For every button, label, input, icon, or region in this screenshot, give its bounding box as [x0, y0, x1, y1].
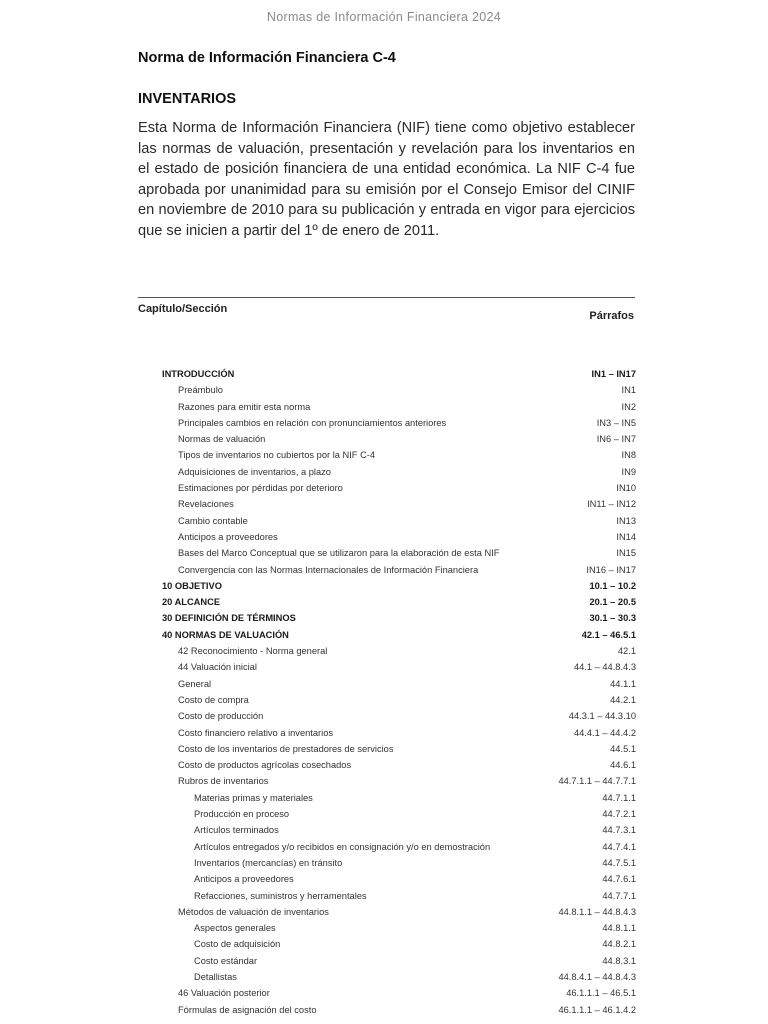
- toc-entry-label: Adquisiciones de inventarios, a plazo: [178, 466, 331, 477]
- toc-entry: [162, 659, 636, 675]
- toc-entry-paragraphs: IN16 – IN17: [586, 564, 636, 575]
- toc-header-chapter: Capítulo/Sección: [138, 303, 228, 315]
- toc-entry: [162, 920, 636, 936]
- toc-entry-label: Estimaciones por pérdidas por deterioro: [178, 483, 343, 494]
- toc-entry-paragraphs: 44.7.7.1: [602, 890, 636, 901]
- toc-entry: [162, 725, 636, 741]
- toc-entry: [162, 1002, 636, 1018]
- toc-entry-label: Artículos entregados y/o recibidos en consignación y/o en demostración: [194, 841, 491, 852]
- toc-entry-paragraphs: IN11 – IN12: [587, 499, 636, 510]
- toc-entry: [162, 708, 636, 724]
- toc-entry-label: Refacciones, suministros y herramentales: [194, 890, 367, 901]
- toc-entry-paragraphs: IN8: [621, 450, 636, 461]
- toc-entry-label: Costo financiero relativo a inventarios: [178, 727, 334, 738]
- toc-entry: [162, 529, 636, 545]
- toc-entry-paragraphs: 44.7.2.1: [602, 809, 636, 820]
- toc-entry: [162, 496, 636, 512]
- toc-entry: [162, 513, 636, 529]
- toc-entry-paragraphs: 46.1.1.1 – 46.5.1: [566, 988, 636, 999]
- toc-entry-label: Anticipos a proveedores: [178, 531, 278, 542]
- toc-entry-label: Rubros de inventarios: [178, 776, 269, 787]
- toc-entry-paragraphs: 44.4.1 – 44.4.2: [573, 727, 636, 738]
- toc-entry-paragraphs: 44.8.3.1: [602, 955, 636, 966]
- toc-entry-label: General: [178, 678, 212, 689]
- toc-entry-label: Revelaciones: [178, 499, 234, 510]
- toc-entry: [162, 822, 636, 838]
- toc-entry-paragraphs: 44.3.1 – 44.3.10: [568, 711, 636, 722]
- toc-entry: [162, 366, 636, 382]
- toc-entry-paragraphs: 44.8.2.1: [602, 939, 636, 950]
- toc-entry-label: Costo de productos agrícolas cosechados: [178, 760, 352, 771]
- toc-entry-paragraphs: IN3 – IN5: [596, 417, 636, 428]
- toc-entry: [162, 985, 636, 1001]
- toc-entry-paragraphs: 44.1.1: [610, 678, 636, 689]
- section-heading: INVENTARIOS: [138, 91, 237, 107]
- toc-divider: [138, 297, 635, 298]
- toc-entry-label: Detallistas: [194, 971, 237, 982]
- toc-entry-paragraphs: 44.8.4.1 – 44.8.4.3: [558, 971, 636, 982]
- toc-entry-label: Aspectos generales: [194, 923, 276, 934]
- toc-entry-label: Inventarios (mercancías) en tránsito: [194, 857, 343, 868]
- toc-entry-paragraphs: 42.1 – 46.5.1: [581, 629, 636, 640]
- toc-entry: [162, 969, 636, 985]
- toc-entry: [162, 415, 636, 431]
- toc-entry-label: Preámbulo: [178, 385, 223, 396]
- toc-entry-paragraphs: 42.1: [617, 646, 636, 657]
- toc-entry: [162, 562, 636, 578]
- toc-entry-label: Costo de los inventarios de prestadores de servicios: [178, 743, 394, 754]
- toc-entry-paragraphs: 44.6.1: [610, 760, 636, 771]
- toc-entry-paragraphs: IN6 – IN7: [596, 434, 636, 445]
- toc-entry-label: Artículos terminados: [194, 825, 279, 836]
- toc-entry-paragraphs: 10.1 – 10.2: [589, 580, 636, 591]
- toc-entry-label: Costo estándar: [194, 955, 258, 966]
- toc-entry-label: 40 NORMAS DE VALUACIÓN: [162, 629, 289, 640]
- toc-entry-label: Producción en proceso: [194, 809, 290, 820]
- toc-entry: [162, 741, 636, 757]
- toc-entry-paragraphs: IN1 – IN17: [591, 369, 636, 379]
- toc-entry-paragraphs: IN14: [616, 531, 636, 542]
- toc-entry-label: Anticipos a proveedores: [194, 874, 294, 885]
- toc-entry: [162, 464, 636, 480]
- toc-entry-label: 42 Reconocimiento - Norma general: [178, 646, 328, 657]
- toc-entry-label: 46 Valuación posterior: [178, 988, 270, 999]
- toc-entry: [162, 888, 636, 904]
- toc-entry: [162, 431, 636, 447]
- toc-entry-label: 10 OBJETIVO: [162, 580, 222, 591]
- toc-entry-paragraphs: 44.8.1.1: [602, 923, 636, 934]
- toc-entry-paragraphs: IN15: [616, 548, 636, 559]
- toc-entry-label: Costo de compra: [178, 694, 249, 705]
- toc-entry: [162, 855, 636, 871]
- toc-entry-paragraphs: 46.1.1.1 – 46.1.4.2: [558, 1004, 636, 1015]
- toc-entry-paragraphs: 44.7.6.1: [602, 874, 636, 885]
- toc-entry-paragraphs: 44.5.1: [610, 743, 636, 754]
- toc-entry: [162, 545, 636, 561]
- toc-entry-label: Convergencia con las Normas Internacionales de Información Financiera: [178, 564, 479, 575]
- toc-entry-label: Normas de valuación: [178, 434, 266, 445]
- toc-entry-label: 44 Valuación inicial: [178, 662, 257, 673]
- toc-entry: [162, 643, 636, 659]
- toc-entry: [162, 578, 636, 594]
- toc-entry: [162, 936, 636, 952]
- toc-entry-label: Bases del Marco Conceptual que se utilizaron para la elaboración de esta NIF: [178, 548, 500, 559]
- toc-entry: [162, 447, 636, 463]
- toc-entry-paragraphs: 44.1 – 44.8.4.3: [573, 662, 636, 673]
- toc-entry-paragraphs: 44.7.3.1: [602, 825, 636, 836]
- running-header: Normas de Información Financiera 2024: [266, 10, 502, 24]
- toc-entry-paragraphs: 44.2.1: [610, 694, 636, 705]
- toc-entry-label: Materias primas y materiales: [194, 792, 313, 803]
- toc-entry: [162, 676, 636, 692]
- toc-entry-label: Costo de adquisición: [194, 939, 281, 950]
- toc-entry-paragraphs: 30.1 – 30.3: [589, 613, 636, 624]
- toc-entry-paragraphs: 20.1 – 20.5: [589, 597, 636, 608]
- toc-entry-label: Fórmulas de asignación del costo: [178, 1004, 317, 1015]
- toc-entry: [162, 480, 636, 496]
- toc-entry-label: 20 ALCANCE: [162, 597, 221, 608]
- table-of-contents: [162, 366, 636, 1018]
- toc-entry: [162, 692, 636, 708]
- toc-entry-paragraphs: IN9: [621, 466, 636, 477]
- toc-entry: [162, 757, 636, 773]
- toc-entry-label: Costo de producción: [178, 711, 264, 722]
- toc-entry-paragraphs: 44.7.1.1: [602, 792, 636, 803]
- toc-entry-paragraphs: 44.8.1.1 – 44.8.4.3: [558, 906, 636, 917]
- toc-entry-label: Cambio contable: [178, 515, 248, 526]
- intro-paragraph: Esta Norma de Información Financiera (NIF) tiene como objetivo establecer las normas de valuación, presentación y revelación para los inventarios en el estado de posición financiera de una entidad económica. La NIF C-4 fue aprobada por unanimidad para su emisión por el Consejo Emisor del CINIF en noviembre de 2010 para su publicación y entrada en vigor para ejercicios que se inicien a partir del 1º de enero de 2011.: [138, 120, 635, 239]
- toc-entry: [162, 594, 636, 610]
- toc-entry: [162, 610, 636, 626]
- toc-entry-label: Principales cambios en relación con pronunciamientos anteriores: [178, 417, 447, 428]
- toc-entry-paragraphs: IN13: [616, 515, 636, 526]
- toc-entry: [162, 790, 636, 806]
- toc-entry: [162, 871, 636, 887]
- toc-entry: [162, 382, 636, 398]
- toc-entry-label: Razones para emitir esta norma: [178, 401, 311, 412]
- toc-entry-label: INTRODUCCIÓN: [162, 369, 235, 379]
- toc-entry-paragraphs: 44.7.4.1: [602, 841, 636, 852]
- toc-entry-paragraphs: 44.7.1.1 – 44.7.7.1: [558, 776, 636, 787]
- toc-header-paragraphs: Párrafos: [589, 310, 634, 322]
- toc-entry-paragraphs: IN2: [621, 401, 636, 412]
- toc-entry: [162, 953, 636, 969]
- toc-entry: [162, 627, 636, 643]
- document-title: Norma de Información Financiera C-4: [138, 50, 396, 66]
- toc-entry-paragraphs: IN10: [616, 483, 636, 494]
- toc-entry: [162, 399, 636, 415]
- toc-entry-paragraphs: 44.7.5.1: [602, 857, 636, 868]
- toc-entry: [162, 773, 636, 789]
- toc-entry: [162, 904, 636, 920]
- toc-entry-label: Tipos de inventarios no cubiertos por la NIF C-4: [178, 450, 376, 461]
- toc-entry: [162, 839, 636, 855]
- toc-entry-label: 30 DEFINICIÓN DE TÉRMINOS: [162, 613, 296, 624]
- toc-entry-paragraphs: IN1: [621, 385, 636, 396]
- toc-entry-label: Métodos de valuación de inventarios: [178, 906, 329, 917]
- toc-entry: [162, 806, 636, 822]
